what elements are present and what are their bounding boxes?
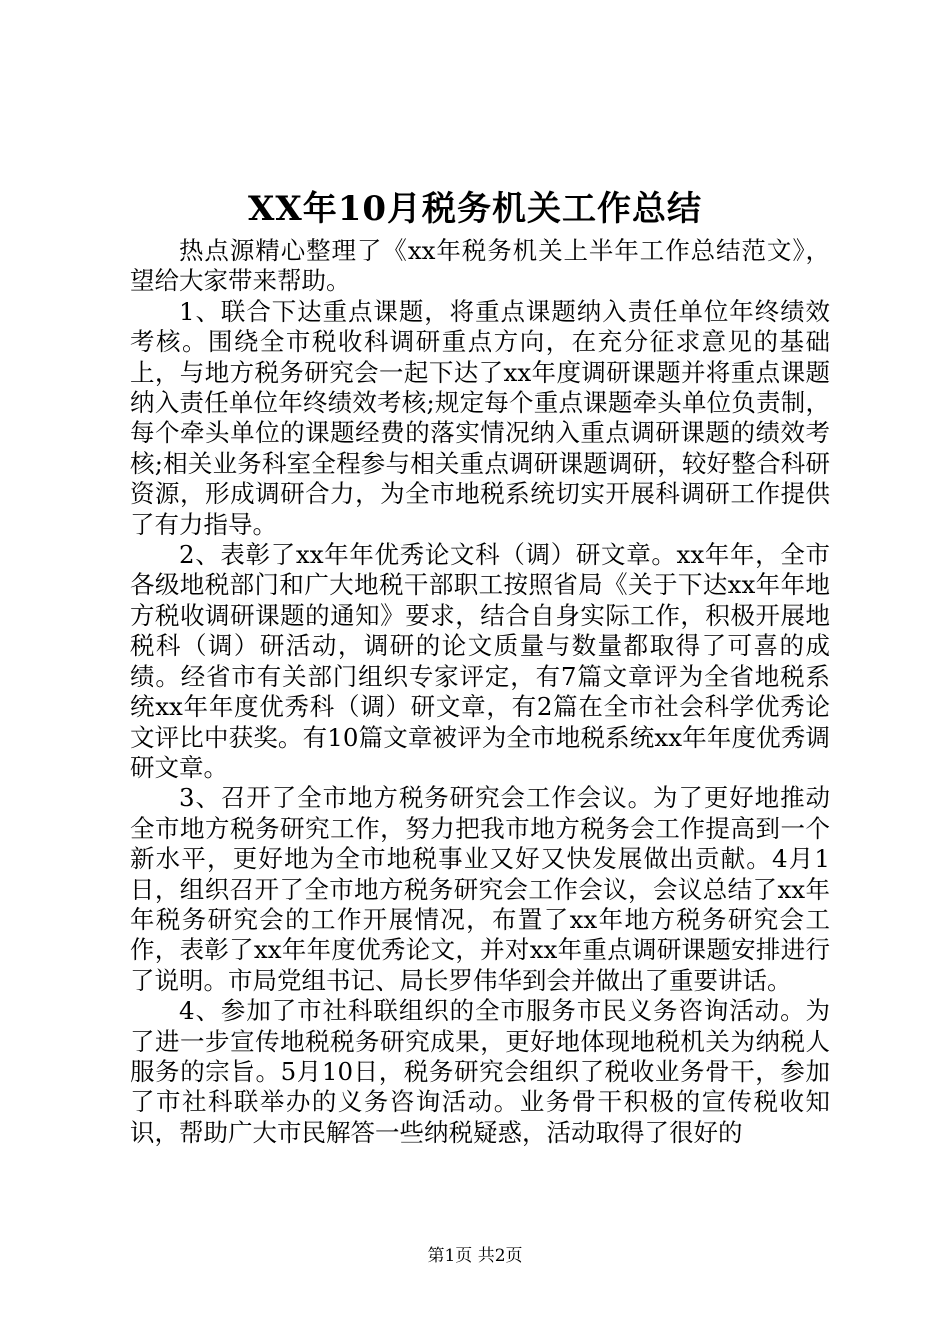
paragraph-1: 1、联合下达重点课题，将重点课题纳入责任单位年终绩效考核。围绕全市税收科调研重点方向，在充分征求意见的基础上，与地方税务研究会一起下达了xx年度调研课题并将重点课题纳入责任单位年终绩效考核;规定每个重点课题牵头单位负责制，每个牵头单位的课题经费的落实情况纳入重点调研课题的绩效考核;相关业务科室全程参与相关重点调研课题调研，较好整合科研资源，形成调研合力，为全市地税系统切实开展科调研工作提供了有力指导。 [130, 296, 830, 539]
intro-paragraph: 热点源精心整理了《xx年税务机关上半年工作总结范文》，望给大家带来帮助。 [130, 236, 830, 296]
document-body [130, 236, 830, 1148]
paragraph-2: 2、表彰了xx年年优秀论文科（调）研文章。xx年年，全市各级地税部门和广大地税干部职工按照省局《关于下达xx年年地方税收调研课题的通知》要求，结合自身实际工作，积极开展地税科（调）研活动，调研的论文质量与数量都取得了可喜的成绩。经省市有关部门组织专家评定，有7篇文章评为全省地税系统xx年年度优秀科（调）研文章，有2篇在全市社会科学优秀论文评比中获奖。有10篇文章被评为全市地税系统xx年年度优秀调研文章。 [130, 540, 830, 782]
document-title: XX年10月税务机关工作总结 [247, 189, 703, 229]
page-number-footer: 第1页 共2页 [427, 1246, 523, 1266]
paragraph-3: 3、召开了全市地方税务研究会工作会议。为了更好地推动全市地方税务研究工作，努力把我市地方税务会工作提高到一个新水平，更好地为全市地税事业又好又快发展做出贡献。4月1日，组织召开了全市地方税务研究会工作会议，会议总结了xx年年税务研究会的工作开展情况，布置了xx年地方税务研究会工作，表彰了xx年年度优秀论文，并对xx年重点调研课题安排进行了说明。市局党组书记、局长罗伟华到会并做出了重要讲话。 [130, 783, 830, 995]
paragraph-4: 4、参加了市社科联组织的全市服务市民义务咨询活动。为了进一步宣传地税税务研究成果，更好地体现地税机关为纳税人服务的宗旨。5月10日，税务研究会组织了税收业务骨干，参加了市社科联举办的义务咨询活动。业务骨干积极的宣传税收知识，帮助广大市民解答一些纳税疑惑，活动取得了很好的 [130, 996, 830, 1147]
